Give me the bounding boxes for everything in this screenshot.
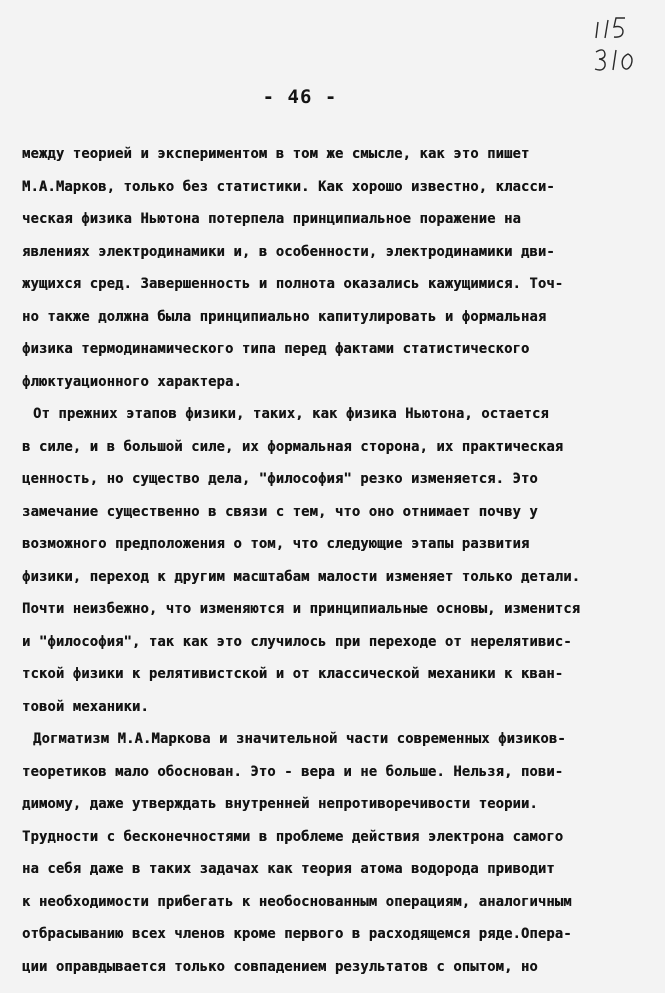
text-line: флюктуационного характера. <box>22 373 242 390</box>
body-text <box>22 138 642 983</box>
text-line: и "философия", так как это случилось при переходе от нерелятивис- <box>22 633 572 650</box>
text-line: возможного предположения о том, что следующие этапы развития <box>22 536 530 552</box>
text-line: между теорией и экспериментом в том же смысле, как это пишет <box>22 146 530 162</box>
paragraph-start-line: Догматизм М.А.Маркова и значительной части современных физиков- <box>33 731 566 747</box>
text-line: замечание существенно в связи с тем, что оно отнимает почву у <box>22 503 538 520</box>
text-line: физика термодинамического типа перед фактами статистического <box>22 341 530 357</box>
text-line: но также должна была принципиально капитулировать и формальная <box>22 308 547 325</box>
text-line: в силе, и в большой силе, их формальная сторона, их практическая <box>22 438 564 455</box>
text-line: Почти неизбежно, что изменяются и принципиальные основы, изменится <box>22 601 581 617</box>
page-number: - 46 - <box>262 86 338 108</box>
text-line: Трудности с бесконечностями в проблеме действия электрона самого <box>22 828 564 845</box>
text-line: тской физики к релятивистской и от классической механики к кван- <box>22 666 564 682</box>
text-line: ции оправдывается только совпадением результатов с опытом, но <box>22 958 538 975</box>
text-line: димому, даже утверждать внутренней непротиворечивости теории. <box>22 796 538 812</box>
handwritten-archive-numbers <box>592 14 652 76</box>
text-line: товой механики. <box>22 698 149 715</box>
handwritten-archive-numbers-drawing <box>592 14 652 76</box>
text-line: к необходимости прибегать к необоснованным операциям, аналогичным <box>22 893 572 910</box>
text-line: М.А.Марков, только без статистики. Как хорошо известно, класси- <box>22 178 555 195</box>
text-line: жущихся сред. Завершенность и полнота оказались кажущимися. Точ- <box>22 276 564 292</box>
text-line: явлениях электродинамики и, в особенности, электродинамики дви- <box>22 243 555 260</box>
text-line: ческая физика Ньютона потерпела принципиальное поражение на <box>22 211 521 227</box>
text-line: теоретиков мало обоснован. Это - вера и не больше. Нельзя, пови- <box>22 763 564 780</box>
paragraph-start-line: От прежних этапов физики, таких, как физика Ньютона, остается <box>33 406 549 422</box>
text-line: на себя даже в таких задачах как теория атома водорода приводит <box>22 861 555 877</box>
text-line: физики, переход к другим масштабам малости изменяет только детали. <box>22 568 581 585</box>
text-line: ценность, но существо дела, "философия" резко изменяется. Это <box>22 471 538 487</box>
text-line: отбрасыванию всех членов кроме первого в расходящемся ряде.Опера- <box>22 926 572 942</box>
